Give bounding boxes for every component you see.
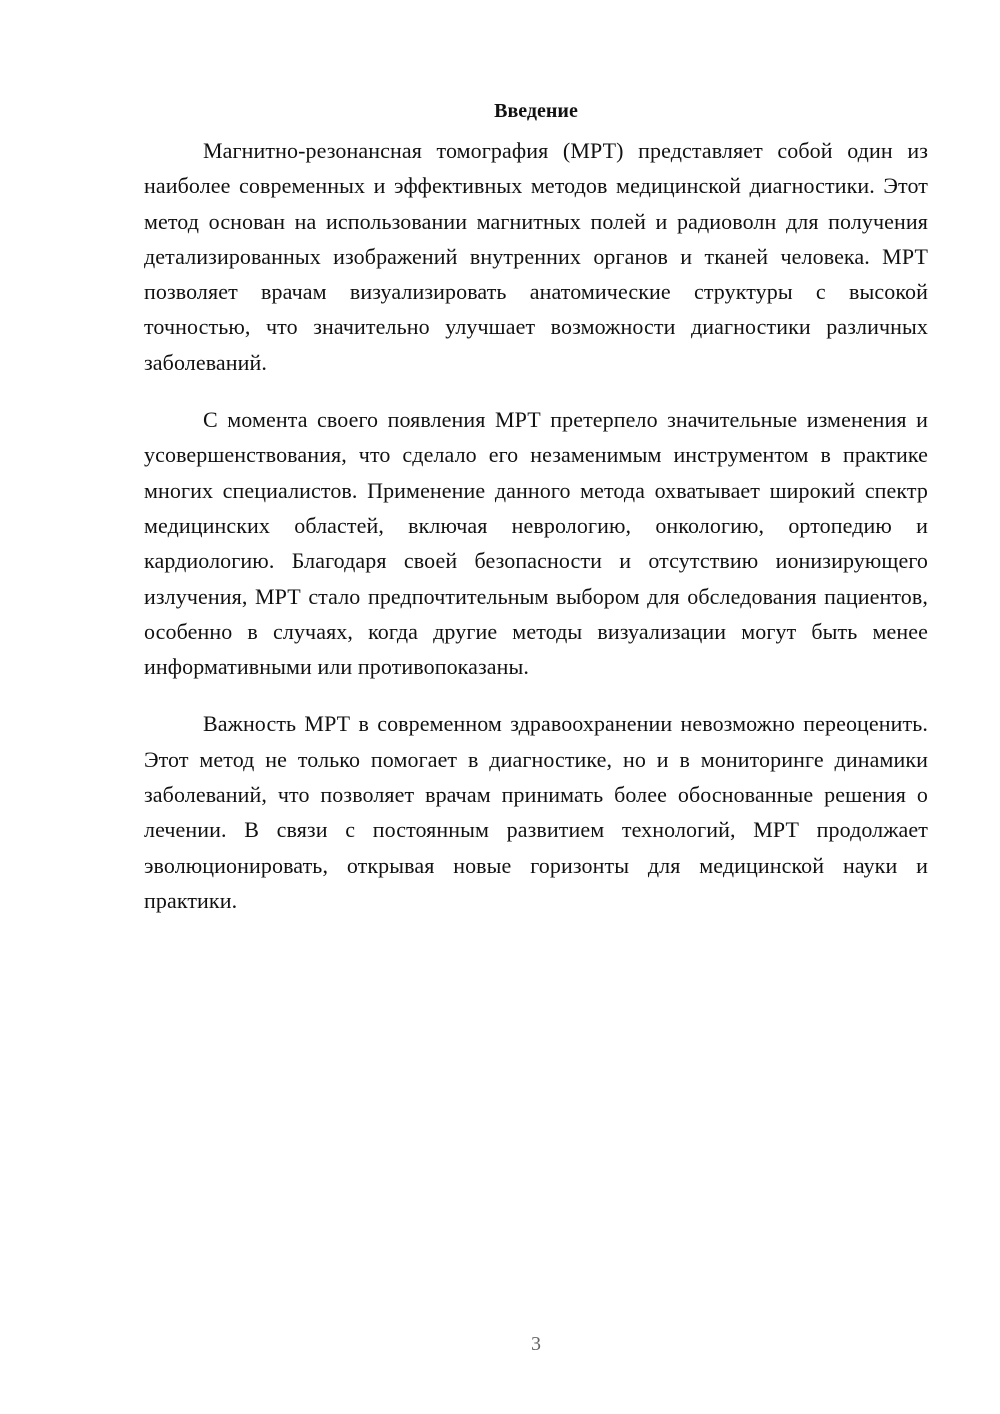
paragraph-3: Важность МРТ в современном здравоохранении невозможно переоценить. Этот метод не только помогает в диагностике, но и в мониторинге динамики заболеваний, что позволяет врачам принимать более обоснованные решения о лечении. В связи с постоянным развитием технологий, МРТ продолжает эволюционировать, открывая новые горизонты для медицинской науки и практики. (144, 711, 928, 913)
page-content (144, 94, 928, 940)
paragraph-2: С момента своего появления МРТ претерпело значительные изменения и усовершенствования, что сделало его незаменимым инструментом в практике многих специалистов. Применение данного метода охватывает широкий спектр медицинских областей, включая неврологию, онкологию, ортопедию и кардиологию. Благодаря своей безопасности и отсутствию ионизирующего излучения, МРТ стало предпочтительным выбором для обследования пациентов, особенно в случаях, когда другие методы визуализации могут быть менее информативными или противопоказаны. (144, 407, 928, 680)
section-title: Введение (494, 100, 578, 122)
page-number: 3 (531, 1333, 541, 1355)
paragraph-1: Магнитно-резонансная томография (МРТ) представляет собой один из наиболее современных и эффективных методов медицинской диагностики. Этот метод основан на использовании магнитных полей и радиоволн для получения детализированных изображений внутренних органов и тканей человека. МРТ позволяет врачам визуализировать анатомические структуры с высокой точностью, что значительно улучшает возможности диагностики различных заболеваний. (144, 138, 928, 375)
